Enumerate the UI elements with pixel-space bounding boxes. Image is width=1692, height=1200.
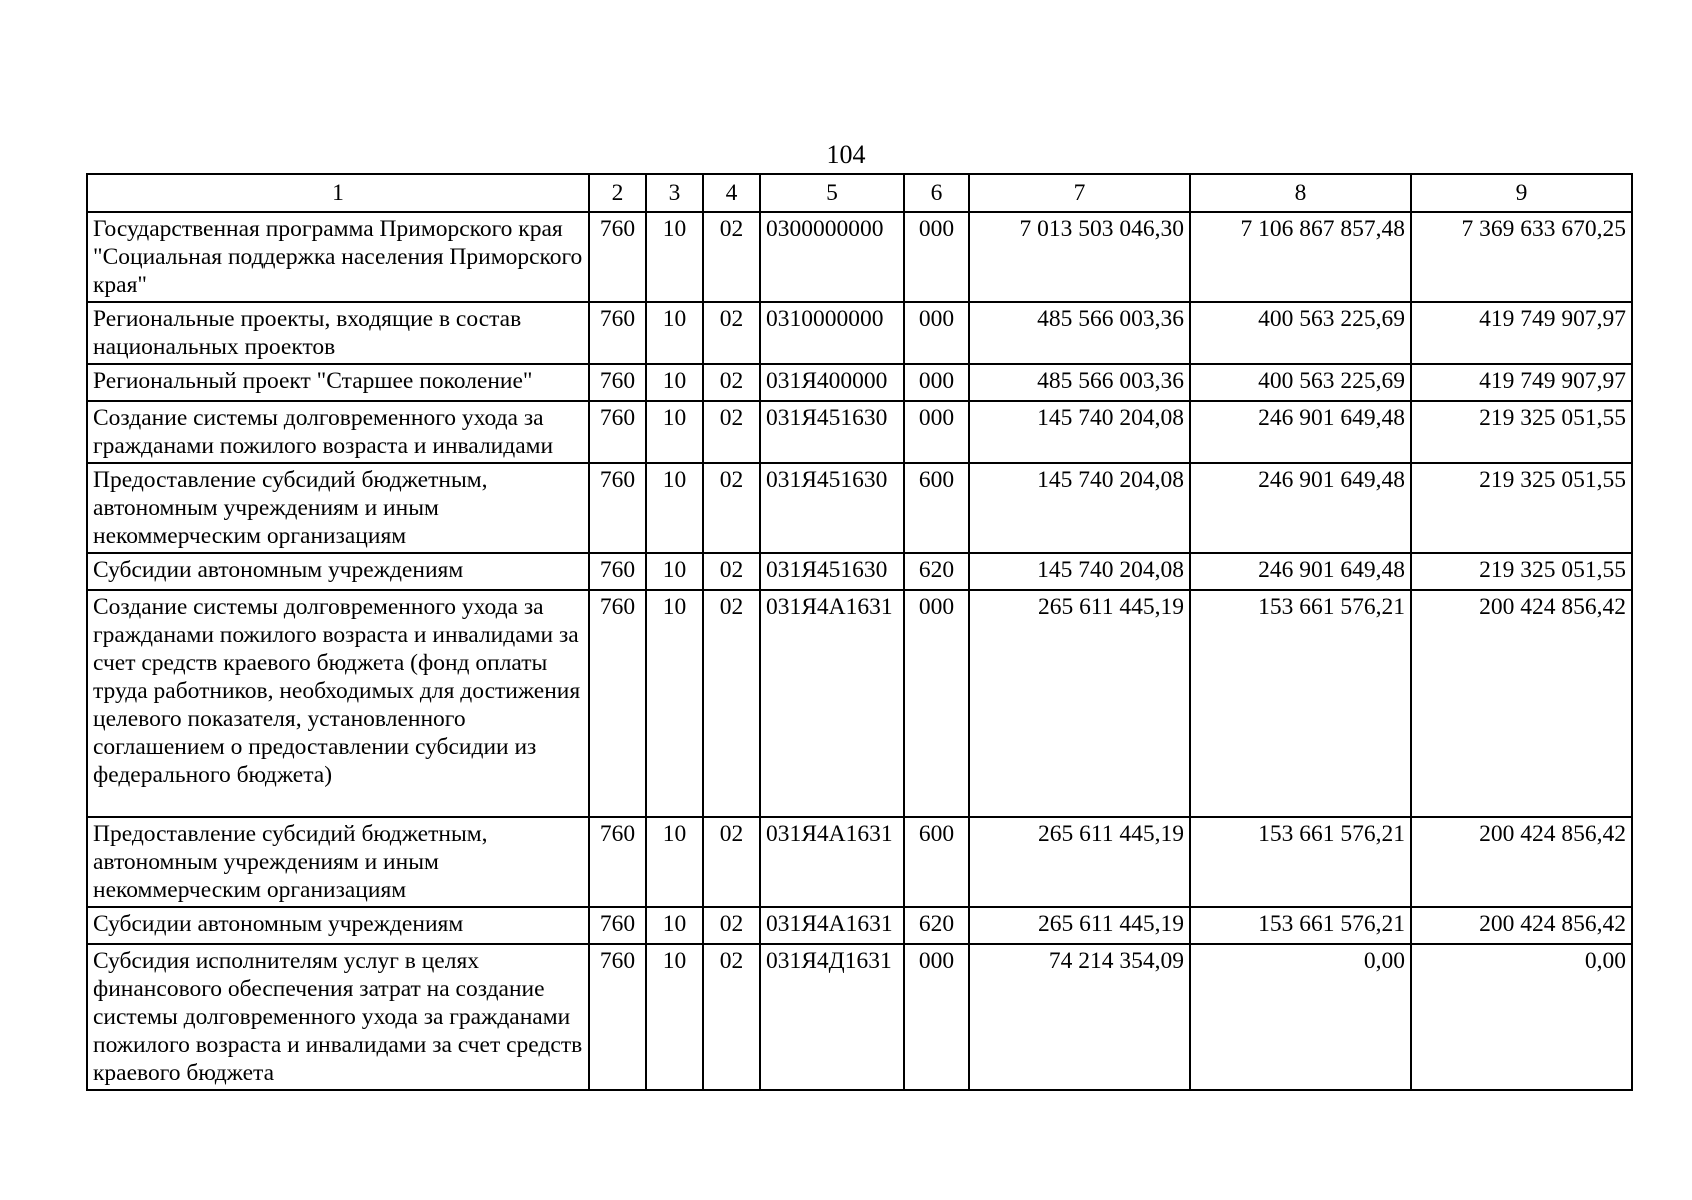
amount-cell: 200 424 856,42 xyxy=(1411,590,1632,817)
target-code-cell: 0300000000 xyxy=(760,212,904,302)
expense-type-cell: 000 xyxy=(904,590,969,817)
amount-cell: 145 740 204,08 xyxy=(969,401,1190,463)
code-cell: 10 xyxy=(646,590,703,817)
code-cell: 10 xyxy=(646,553,703,590)
row-name-cell: Создание системы долговременного ухода за гражданами пожилого возраста и инвалидами xyxy=(87,401,589,463)
column-header: 6 xyxy=(904,174,969,212)
code-cell: 760 xyxy=(589,590,646,817)
table-row xyxy=(87,401,1632,463)
column-header: 7 xyxy=(969,174,1190,212)
column-header: 1 xyxy=(87,174,589,212)
code-cell: 10 xyxy=(646,364,703,401)
code-cell: 10 xyxy=(646,212,703,302)
target-code-cell: 031Я4А1631 xyxy=(760,817,904,907)
target-code-cell: 031Я400000 xyxy=(760,364,904,401)
amount-cell: 219 325 051,55 xyxy=(1411,401,1632,463)
column-header: 3 xyxy=(646,174,703,212)
amount-cell: 400 563 225,69 xyxy=(1190,302,1411,364)
row-name-cell: Субсидии автономным учреждениям xyxy=(87,553,589,590)
amount-cell: 7 369 633 670,25 xyxy=(1411,212,1632,302)
row-name-cell: Государственная программа Приморского края "Социальная поддержка населения Приморского края" xyxy=(87,212,589,302)
table-row xyxy=(87,212,1632,302)
amount-cell: 200 424 856,42 xyxy=(1411,907,1632,944)
amount-cell: 485 566 003,36 xyxy=(969,364,1190,401)
expense-type-cell: 620 xyxy=(904,907,969,944)
expense-type-cell: 000 xyxy=(904,302,969,364)
code-cell: 02 xyxy=(703,302,760,364)
amount-cell: 246 901 649,48 xyxy=(1190,401,1411,463)
amount-cell: 265 611 445,19 xyxy=(969,590,1190,817)
code-cell: 760 xyxy=(589,463,646,553)
code-cell: 760 xyxy=(589,302,646,364)
row-name-cell: Предоставление субсидий бюджетным, автономным учреждениям и иным некоммерческим организациям xyxy=(87,817,589,907)
column-header: 9 xyxy=(1411,174,1632,212)
code-cell: 02 xyxy=(703,944,760,1090)
code-cell: 02 xyxy=(703,817,760,907)
expense-type-cell: 000 xyxy=(904,364,969,401)
code-cell: 760 xyxy=(589,364,646,401)
row-name-cell: Предоставление субсидий бюджетным, автономным учреждениям и иным некоммерческим организациям xyxy=(87,463,589,553)
target-code-cell: 031Я4Д1631 xyxy=(760,944,904,1090)
table-row xyxy=(87,364,1632,401)
amount-cell: 74 214 354,09 xyxy=(969,944,1190,1090)
amount-cell: 145 740 204,08 xyxy=(969,553,1190,590)
code-cell: 02 xyxy=(703,590,760,817)
code-cell: 02 xyxy=(703,463,760,553)
code-cell: 10 xyxy=(646,401,703,463)
target-code-cell: 031Я451630 xyxy=(760,553,904,590)
code-cell: 02 xyxy=(703,212,760,302)
code-cell: 760 xyxy=(589,944,646,1090)
amount-cell: 246 901 649,48 xyxy=(1190,553,1411,590)
table-row xyxy=(87,817,1632,907)
table-row xyxy=(87,302,1632,364)
code-cell: 02 xyxy=(703,364,760,401)
row-name-cell: Региональный проект "Старшее поколение" xyxy=(87,364,589,401)
expense-type-cell: 600 xyxy=(904,817,969,907)
amount-cell: 246 901 649,48 xyxy=(1190,463,1411,553)
amount-cell: 145 740 204,08 xyxy=(969,463,1190,553)
row-name-cell: Региональные проекты, входящие в состав национальных проектов xyxy=(87,302,589,364)
code-cell: 760 xyxy=(589,212,646,302)
amount-cell: 265 611 445,19 xyxy=(969,907,1190,944)
target-code-cell: 031Я451630 xyxy=(760,401,904,463)
code-cell: 760 xyxy=(589,907,646,944)
code-cell: 10 xyxy=(646,817,703,907)
amount-cell: 0,00 xyxy=(1411,944,1632,1090)
amount-cell: 400 563 225,69 xyxy=(1190,364,1411,401)
target-code-cell: 031Я4А1631 xyxy=(760,907,904,944)
header-row xyxy=(87,174,1632,212)
table-row xyxy=(87,944,1632,1090)
code-cell: 10 xyxy=(646,463,703,553)
amount-cell: 153 661 576,21 xyxy=(1190,590,1411,817)
code-cell: 02 xyxy=(703,907,760,944)
expense-type-cell: 000 xyxy=(904,212,969,302)
table-row xyxy=(87,553,1632,590)
target-code-cell: 031Я4А1631 xyxy=(760,590,904,817)
expense-type-cell: 620 xyxy=(904,553,969,590)
amount-cell: 265 611 445,19 xyxy=(969,817,1190,907)
code-cell: 760 xyxy=(589,401,646,463)
column-header: 8 xyxy=(1190,174,1411,212)
amount-cell: 485 566 003,36 xyxy=(969,302,1190,364)
target-code-cell: 0310000000 xyxy=(760,302,904,364)
table-row xyxy=(87,590,1632,817)
amount-cell: 200 424 856,42 xyxy=(1411,817,1632,907)
page-number: 104 xyxy=(826,140,866,169)
expense-type-cell: 000 xyxy=(904,944,969,1090)
code-cell: 10 xyxy=(646,944,703,1090)
code-cell: 10 xyxy=(646,302,703,364)
code-cell: 10 xyxy=(646,907,703,944)
column-header: 4 xyxy=(703,174,760,212)
budget-table xyxy=(86,173,1633,1091)
amount-cell: 153 661 576,21 xyxy=(1190,817,1411,907)
amount-cell: 419 749 907,97 xyxy=(1411,302,1632,364)
row-name-cell: Создание системы долговременного ухода за гражданами пожилого возраста и инвалидами за счет средств краевого бюджета (фонд оплаты труда работников, необходимых для достижения целевого показателя, установленного соглашением о предоставлении субсидии из федерального бюджета) xyxy=(87,590,589,817)
expense-type-cell: 000 xyxy=(904,401,969,463)
amount-cell: 0,00 xyxy=(1190,944,1411,1090)
amount-cell: 7 013 503 046,30 xyxy=(969,212,1190,302)
amount-cell: 219 325 051,55 xyxy=(1411,463,1632,553)
table-row xyxy=(87,907,1632,944)
column-header: 5 xyxy=(760,174,904,212)
code-cell: 760 xyxy=(589,817,646,907)
amount-cell: 219 325 051,55 xyxy=(1411,553,1632,590)
row-name-cell: Субсидия исполнителям услуг в целях финансового обеспечения затрат на создание системы долговременного ухода за гражданами пожилого возраста и инвалидами за счет средств краевого бюджета xyxy=(87,944,589,1090)
code-cell: 02 xyxy=(703,553,760,590)
code-cell: 760 xyxy=(589,553,646,590)
table-body xyxy=(87,212,1632,1090)
amount-cell: 7 106 867 857,48 xyxy=(1190,212,1411,302)
code-cell: 02 xyxy=(703,401,760,463)
table-row xyxy=(87,463,1632,553)
target-code-cell: 031Я451630 xyxy=(760,463,904,553)
column-header: 2 xyxy=(589,174,646,212)
row-name-cell: Субсидии автономным учреждениям xyxy=(87,907,589,944)
expense-type-cell: 600 xyxy=(904,463,969,553)
amount-cell: 419 749 907,97 xyxy=(1411,364,1632,401)
amount-cell: 153 661 576,21 xyxy=(1190,907,1411,944)
